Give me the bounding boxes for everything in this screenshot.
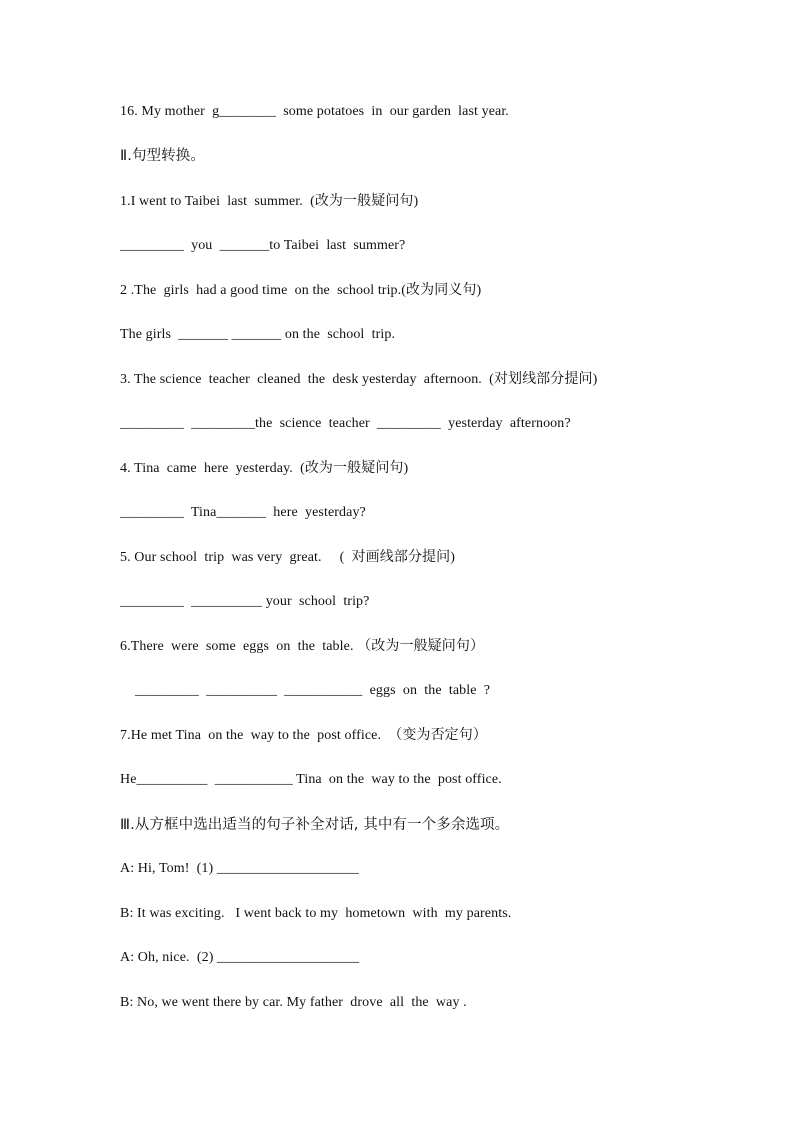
dialogue-line-a1: A: Hi, Tom! (1) ____________________: [120, 861, 359, 876]
transform-1-answer: _________ you _______to Taibei last summer?: [120, 238, 406, 253]
transform-2-prompt: 2 .The girls had a good time on the school trip.(改为同义句): [120, 283, 482, 298]
transform-5-prompt: 5. Our school trip was very great. ( 对画线部分提问): [120, 550, 456, 565]
dialogue-line-b1: B: It was exciting. I went back to my hometown with my parents.: [120, 906, 512, 921]
transform-3-prompt: 3. The science teacher cleaned the desk yesterday afternoon. (对划线部分提问): [120, 372, 598, 387]
transform-3-answer: _________ _________the science teacher _________ yesterday afternoon?: [120, 416, 571, 431]
section-3-heading: Ⅲ.从方框中选出适当的句子补全对话, 其中有一个多余选项。: [120, 817, 510, 833]
transform-5-answer: _________ __________ your school trip?: [120, 594, 370, 609]
transform-4-prompt: 4. Tina came here yesterday. (改为一般疑问句): [120, 461, 409, 476]
transform-2-answer: The girls _______ _______ on the school trip.: [120, 327, 396, 342]
section-2-heading: Ⅱ.句型转换。: [120, 148, 205, 164]
transform-7-answer: He__________ ___________ Tina on the way to the post office.: [120, 772, 502, 787]
transform-6-answer: _________ __________ ___________ eggs on the table ?: [135, 683, 491, 698]
transform-4-answer: _________ Tina_______ here yesterday?: [120, 505, 366, 520]
transform-1-prompt: 1.I went to Taibei last summer. (改为一般疑问句): [120, 194, 419, 209]
transform-6-prompt: 6.There were some eggs on the table. （改为一般疑问句）: [120, 639, 485, 654]
dialogue-line-b2: B: No, we went there by car. My father drove all the way .: [120, 995, 467, 1010]
question-16: 16. My mother g________ some potatoes in our garden last year.: [120, 104, 509, 119]
transform-7-prompt: 7.He met Tina on the way to the post office. （变为否定句）: [120, 728, 487, 743]
dialogue-line-a2: A: Oh, nice. (2) ____________________: [120, 950, 360, 965]
